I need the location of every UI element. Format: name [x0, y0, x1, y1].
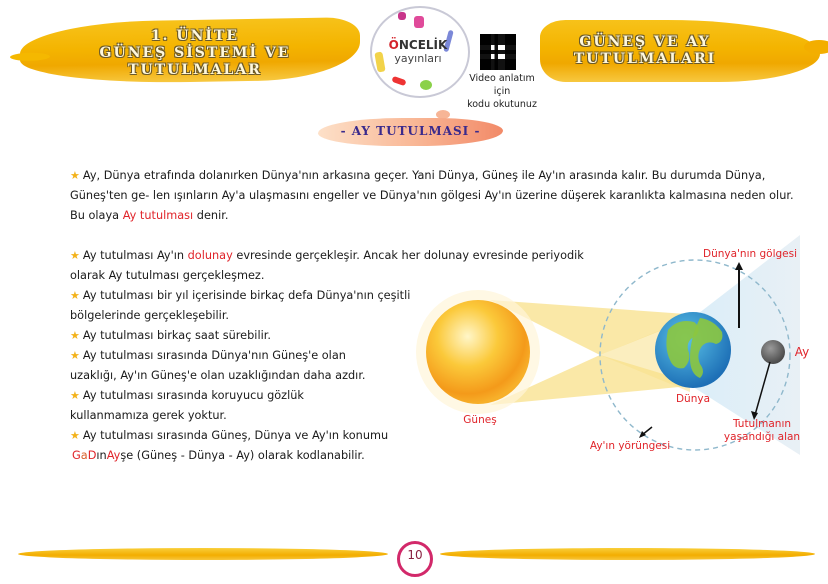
- list-item: ★ Ay tutulması sırasında Güneş, Dünya ve Ay'ın konumu GaDınAyşe (Güneş - Dünya - Ay) olarak kodlanabilir.: [70, 429, 389, 462]
- section-title: - AY TUTULMASI -: [340, 124, 481, 138]
- list-item: ★ Ay tutulması birkaç saat sürebilir.: [70, 329, 271, 342]
- moon-icon: [761, 340, 785, 364]
- list-item: ★ Ay tutulması sırasında koruyucu gözlük kullanmamıza gerek yoktur.: [70, 389, 304, 422]
- list-item: ★ Ay tutulması sırasında Dünya'nın Güneş'e olan uzaklığı, Ay'ın Güneş'e olan uzaklığından daha azdır.: [70, 349, 366, 382]
- logo-brand: ÖNCELİK: [388, 38, 448, 52]
- star-icon: ★: [70, 329, 80, 342]
- label-earth: Dünya: [675, 393, 711, 405]
- term-highlight: Ay tutulması: [122, 209, 194, 222]
- label-eclipse-area: Tutulmanın yaşandığı alan: [723, 418, 801, 443]
- list-item: ★ Ay tutulması Ay'ın dolunay evresinde gerçekleşir. Ancak her dolunay evresinde periyodik olarak Ay tutulması gerçekleşmez.: [70, 249, 584, 282]
- label-moon: Ay: [794, 345, 810, 359]
- star-icon: ★: [70, 169, 80, 182]
- unit-title-line: GÜNEŞ SİSTEMİ VE: [99, 45, 291, 61]
- footer-brush-right: [440, 548, 815, 560]
- star-icon: ★: [70, 289, 80, 302]
- star-icon: ★: [70, 349, 80, 362]
- star-icon: ★: [70, 389, 80, 402]
- footer-brush-left: [18, 548, 388, 560]
- sun-icon: [426, 300, 530, 404]
- mnemonic: GaDınAyşe (Güneş - Dünya - Ay) olarak kodlanabilir.: [72, 449, 365, 462]
- label-earth-shadow: Dünya'nın gölgesi: [702, 248, 797, 260]
- logo-subtitle: yayınları: [394, 52, 442, 65]
- label-sun: Güneş: [463, 414, 497, 426]
- unit-title-line: TUTULMALAR: [128, 62, 262, 78]
- star-icon: ★: [70, 249, 80, 262]
- list-item: ★ Ay tutulması bir yıl içerisinde birkaç defa Dünya'nın çeşitli bölgelerinde gerçekleşebilir.: [70, 289, 411, 322]
- star-icon: ★: [70, 429, 80, 442]
- page-number: 10: [407, 548, 423, 562]
- qr-caption: Video anlatım için kodu okutunuz: [467, 73, 537, 110]
- intro-paragraph: ★ Ay, Dünya etrafında dolanırken Dünya'nın arkasına geçer. Yani Dünya, Güneş ile Ay'ın arasında kalır. Bu durumda Dünya, Güneş'ten ge- len ışınların Ay'a ulaşmasını engeller ve Dünya'nın gölgesi Ay'ın üzerine düşerek karanlıkta kalmasına neden olur. Bu olaya Ay tutulması denir.: [70, 169, 794, 222]
- unit-title-line: 1. ÜNİTE: [150, 28, 240, 44]
- label-moon-orbit: Ay'ın yörüngesi: [589, 440, 671, 452]
- topic-title-line: GÜNEŞ VE AY: [579, 34, 711, 50]
- topic-title-line: TUTULMALARI: [573, 51, 717, 67]
